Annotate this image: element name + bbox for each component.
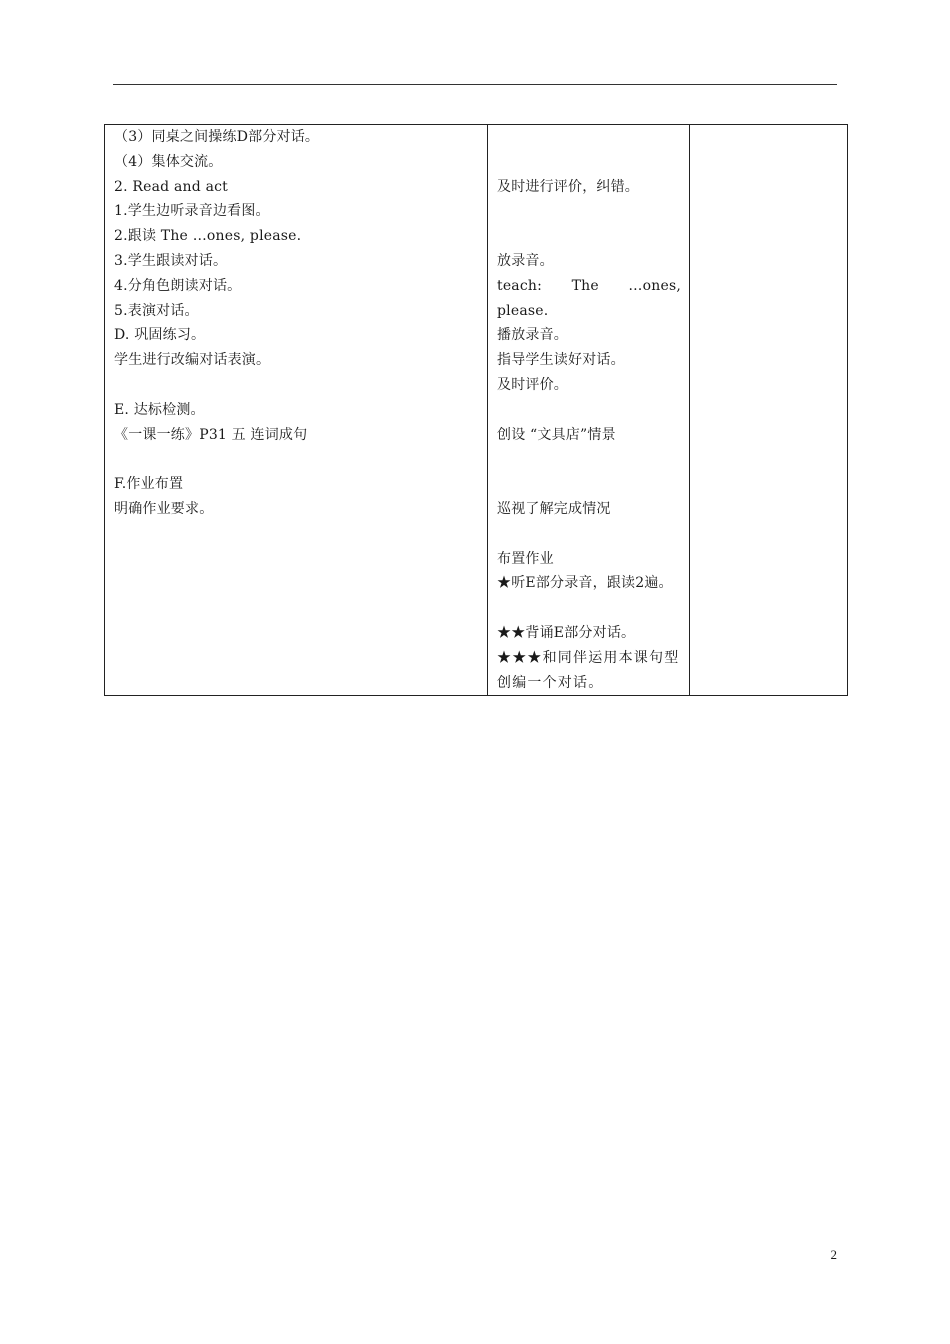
teach-the: The: [571, 277, 599, 294]
student-activity-line: （4）集体交流。: [114, 153, 223, 170]
homework-3: ★★★和同伴运用本课句型创编一个对话。: [497, 649, 680, 691]
student-activity-line: F.作业布置: [114, 476, 184, 493]
student-activity-line: [114, 447, 479, 472]
teach-ones: …ones,: [628, 277, 681, 294]
table-row: [105, 125, 848, 696]
student-activity-line: E. 达标检测。: [114, 401, 205, 418]
student-activity-list: [105, 125, 487, 522]
student-activity-line: 3.学生跟读对话。: [114, 252, 228, 269]
teacher-activity-list: [488, 125, 689, 695]
student-activity-line: 2. Read and act: [114, 178, 228, 195]
teach-line: [497, 274, 681, 299]
student-activity-line: （3）同桌之间操练D部分对话。: [114, 129, 320, 145]
evaluate-text: 及时进行评价，纠错。: [497, 178, 639, 195]
homework-2: ★★背诵E部分对话。: [497, 624, 636, 641]
student-activity-line: 5.表演对话。: [114, 302, 199, 319]
student-activity-line: 4.分角色朗读对话。: [114, 277, 242, 294]
please-text: please.: [497, 302, 549, 319]
student-activity-line: 1.学生边听录音边看图。: [114, 203, 270, 220]
lesson-plan-table: [104, 124, 848, 696]
student-activity-line: 2.跟读 The …ones, please.: [114, 228, 302, 245]
teacher-activity-cell: [488, 125, 690, 696]
play-recording-text: 播放录音。: [497, 327, 568, 344]
homework-1: ★听E部分录音，跟读2遍。: [497, 575, 673, 592]
patrol-text: 巡视了解完成情况: [497, 500, 611, 517]
student-activity-line: 明确作业要求。: [114, 500, 214, 517]
student-activity-line: 《一课一练》P31 五 连词成句: [114, 426, 308, 443]
teach-label: teach:: [497, 277, 543, 294]
play-tape-text: 放录音。: [497, 252, 554, 269]
header-rule: [113, 84, 837, 85]
timely-eval-text: 及时评价。: [497, 376, 568, 393]
student-activity-line: [114, 373, 479, 398]
student-activity-line: 学生进行改编对话表演。: [114, 352, 271, 369]
scene-text: 创设 “文具店”情景: [497, 426, 616, 443]
guide-text: 指导学生读好对话。: [497, 352, 625, 369]
student-activity-cell: [105, 125, 488, 696]
notes-cell: [690, 125, 848, 696]
page-number: 2: [830, 1247, 837, 1262]
assign-text: 布置作业: [497, 550, 554, 567]
student-activity-line: D. 巩固练习。: [114, 327, 206, 344]
